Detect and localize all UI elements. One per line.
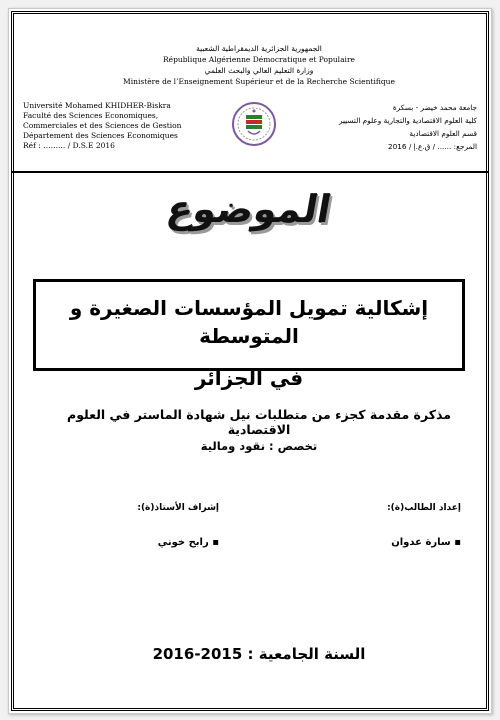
official-header <box>89 43 429 87</box>
university-info-arabic <box>277 101 477 153</box>
republic-arabic: الجمهورية الجزائرية الديمقراطية الشعبية <box>196 44 322 53</box>
university-name: Université Mohamed KHIDHER-Biskra <box>23 101 171 110</box>
faculty-name-ar: كلية العلوم الاقتصادية والتجارية وعلوم التسيير <box>338 116 477 125</box>
department-name: Département des Sciences Economiques <box>23 131 178 140</box>
supervisor-name: ▪ رابح خوني <box>157 537 219 548</box>
faculty-name-cont: Commerciales et des Sciences de Gestion <box>23 121 182 130</box>
thesis-title-line2: في الجزائر <box>194 366 304 390</box>
faculty-name: Faculté des Sciences Economiques, <box>23 111 159 120</box>
supervisor-label: إشراف الأستاذ(ة): <box>137 503 219 513</box>
thesis-title-box <box>33 279 465 390</box>
university-name-ar: جامعة محمد خيضر - بسكرة <box>392 103 477 112</box>
specialty: تخصص : نقود ومالية <box>200 439 318 453</box>
academic-year: السنة الجامعية : 2015-2016 <box>152 645 366 663</box>
department-name-ar: قسم العلوم الاقتصادية <box>409 129 477 138</box>
student-label: إعداد الطالب(ة): <box>387 503 461 513</box>
supervisor-block <box>69 503 219 548</box>
student-name: ▪ سارة عدوان <box>391 537 461 548</box>
student-block <box>311 503 461 548</box>
ministry-french: Ministère de l’Enseignement Supérieur et de la Recherche Scientifique <box>123 77 395 86</box>
memo-description: مذكرة مقدمة كجزء من متطلبات نيل شهادة الماستر في العلوم الاقتصادية <box>67 407 451 437</box>
subject-heading: الموضوع <box>163 187 335 231</box>
document-page <box>8 8 492 714</box>
university-seal-icon <box>231 101 277 147</box>
thesis-title-line1: إشكالية تمويل المؤسسات الصغيرة و المتوسطة <box>69 296 429 348</box>
ministry-arabic: وزارة التعليم العالي والبحث العلمي <box>204 66 314 75</box>
header-divider <box>11 171 489 173</box>
republic-french: République Algérienne Démocratique et Populaire <box>163 55 355 64</box>
university-info-french <box>23 101 213 151</box>
reference-number-ar: المرجع: ...... / ق.ع.إ / 2016 <box>387 142 477 151</box>
reference-number: Réf : ……... / D.S.E 2016 <box>23 141 115 150</box>
